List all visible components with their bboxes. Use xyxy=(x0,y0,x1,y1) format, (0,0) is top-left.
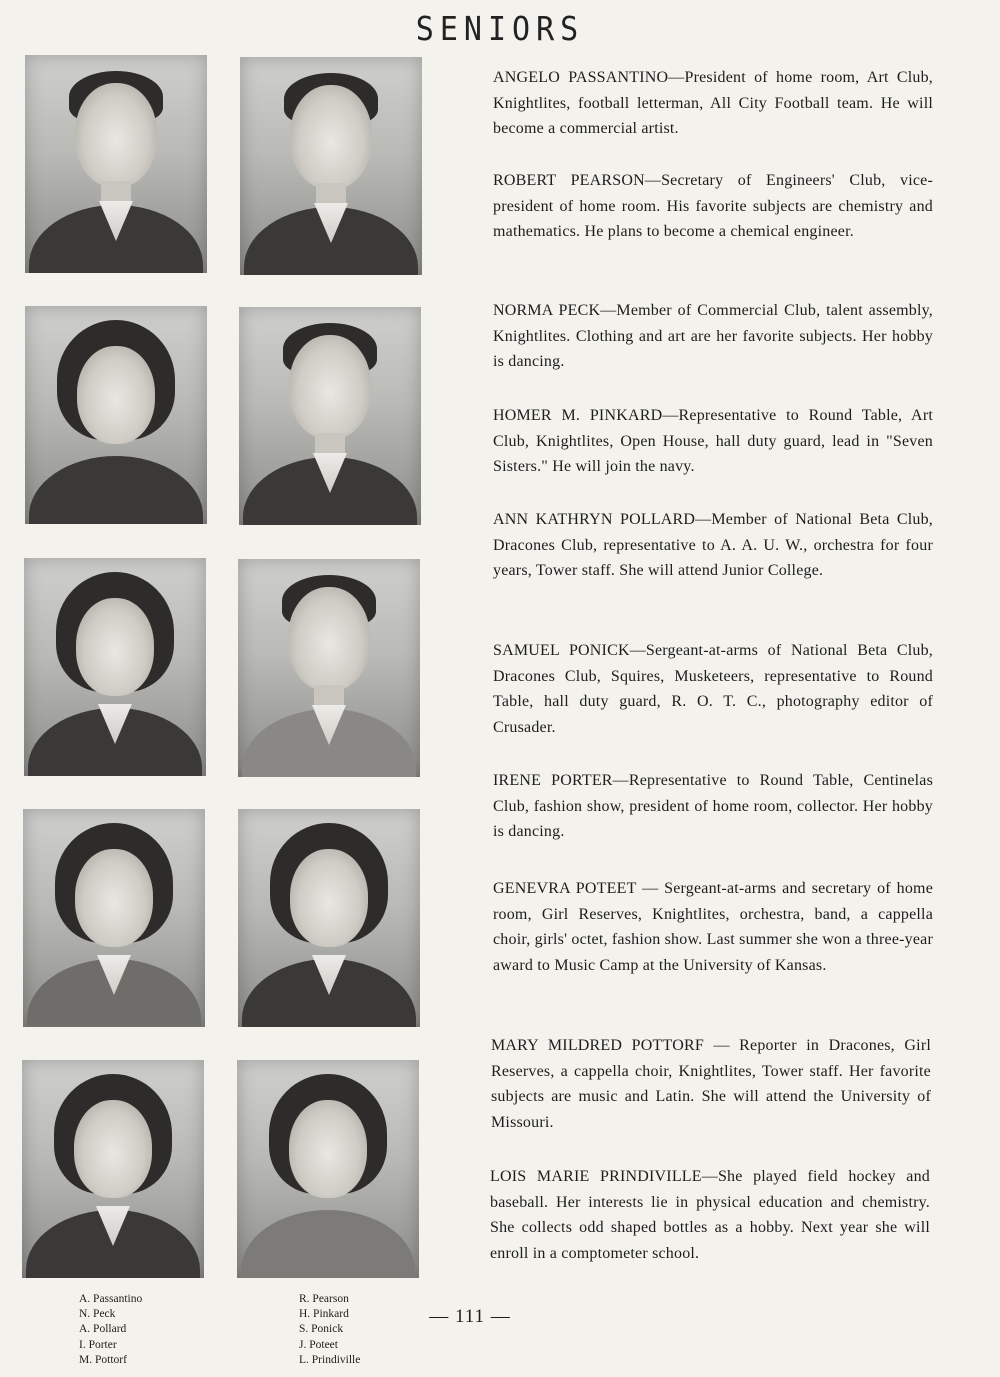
portrait-photo xyxy=(238,809,420,1027)
caption-name: H. Pinkard xyxy=(299,1308,349,1321)
bio-passantino: ANGELO PASSANTINO—President of home room, Art Club, Knightlites, football letterman, All City Football team. He will become a commercial artist. xyxy=(493,69,933,137)
bio-pottorf: MARY MILDRED POTTORF — Reporter in Dracones, Girl Reserves, a cappella choir, Knightlites, Tower staff. Her favorite subjects are music and Latin. She will attend the University of Missouri. xyxy=(491,1037,931,1131)
bio-poteet: GENEVRA POTEET — Sergeant-at-arms and secretary of home room, Girl Reserves, Knightlites, orchestra, band, a cappella choir, girls' octet, fashion show. Last summer she won a three-year award to Music Camp at the University of Kansas. xyxy=(493,880,933,974)
bio-prindiville: LOIS MARIE PRINDIVILLE—She played field hockey and baseball. Her interests lie in physical education and chemistry. She collects odd shaped bottles as a hobby. Next year she will enroll in a comptometer school. xyxy=(490,1168,930,1262)
bio-pearson: ROBERT PEARSON—Secretary of Engineers' Club, vice-president of home room. His favorite subjects are chemistry and mathematics. He plans to become a chemical engineer. xyxy=(493,172,933,240)
caption-name: S. Ponick xyxy=(299,1323,344,1336)
caption-list-left xyxy=(79,1292,142,1368)
portrait-photo xyxy=(239,307,421,525)
portrait-photo xyxy=(25,55,207,273)
portrait-photo xyxy=(238,559,420,777)
caption-name: J. Poteet xyxy=(299,1338,338,1351)
caption-name: L. Prindiville xyxy=(299,1353,361,1366)
portrait-photo xyxy=(25,306,207,524)
caption-name: A. Passantino xyxy=(79,1293,143,1305)
portrait-photo xyxy=(22,1060,204,1278)
caption-list-right xyxy=(299,1292,360,1368)
portrait-photo xyxy=(237,1060,419,1278)
page-number: — 111 — xyxy=(429,1306,511,1327)
caption-name: R. Pearson xyxy=(299,1293,349,1305)
portrait-photo xyxy=(240,57,422,275)
bio-pollard: ANN KATHRYN POLLARD—Member of National Beta Club, Dracones Club, representative to A. A. U. W., orchestra for four years, Tower staff. She will attend Junior College. xyxy=(493,511,933,579)
bio-pinkard: HOMER M. PINKARD—Representative to Round Table, Art Club, Knightlites, Open House, hall duty guard, lead in "Seven Sisters." He will join the navy. xyxy=(493,407,933,475)
bio-ponick: SAMUEL PONICK—Sergeant-at-arms of National Beta Club, Dracones Club, Squires, Musketeers, representative to Round Table, hall duty guard, R. O. T. C., photography editor of Crusader. xyxy=(493,642,933,736)
caption-name: I. Porter xyxy=(79,1338,117,1351)
page-title: SENIORS xyxy=(415,10,585,49)
caption-name: A. Pollard xyxy=(79,1323,127,1336)
portrait-photo xyxy=(23,809,205,1027)
caption-name: M. Pottorf xyxy=(79,1353,127,1366)
bio-porter: IRENE PORTER—Representative to Round Table, Centinelas Club, fashion show, president of home room, collector. Her hobby is dancing. xyxy=(493,772,933,840)
portrait-photo xyxy=(24,558,206,776)
bio-peck: NORMA PECK—Member of Commercial Club, talent assembly, Knightlites. Clothing and art are her favorite subjects. Her hobby is dancing. xyxy=(493,302,933,370)
caption-name: N. Peck xyxy=(79,1308,116,1321)
